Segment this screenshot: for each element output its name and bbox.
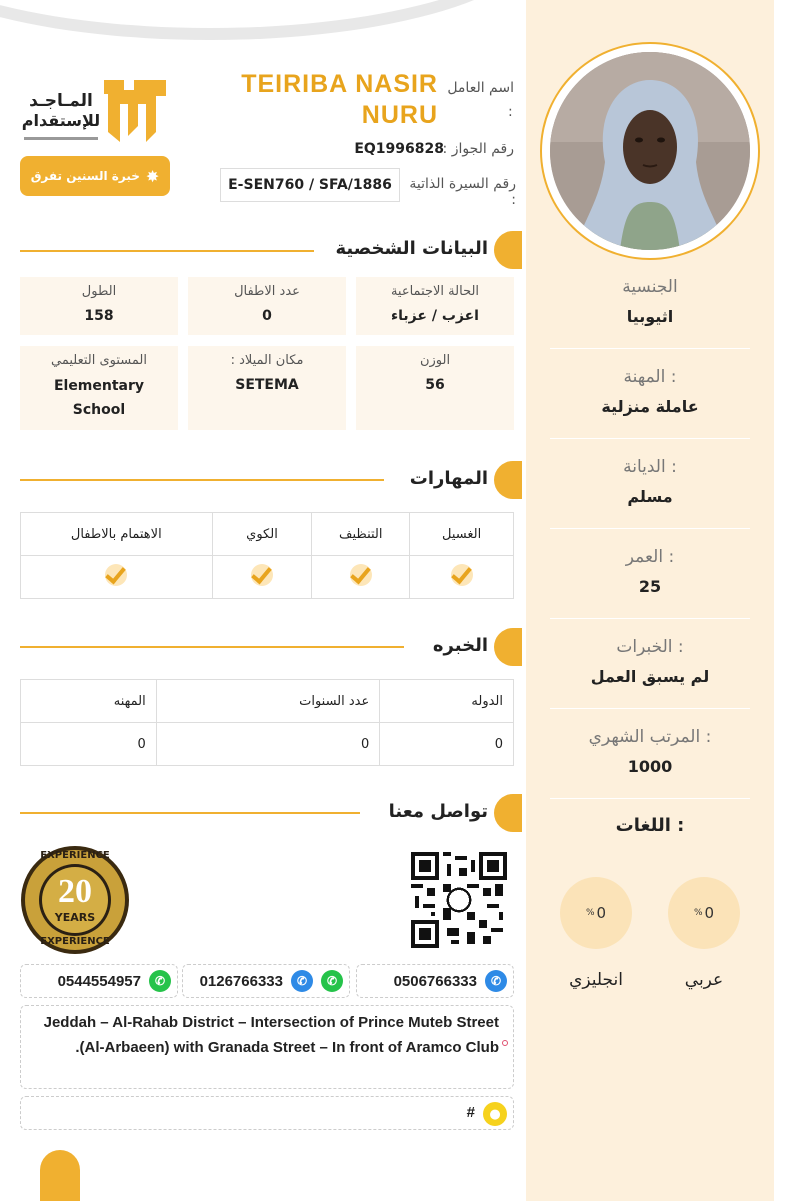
age-value: 25 — [638, 577, 662, 596]
phone-3[interactable]: 0544554957 ✆ — [20, 964, 178, 998]
age-item — [550, 547, 750, 596]
contact-title: تواصل معنا — [388, 801, 488, 822]
logo-name-line1: المـاجـد — [29, 91, 93, 111]
nationality-label: الجنسية — [622, 277, 678, 297]
english-label: انجليزي — [569, 970, 623, 990]
experience-title: الخبره — [432, 635, 488, 656]
contact-section-marker — [494, 794, 522, 832]
whatsapp-icon: ✆ — [149, 970, 171, 992]
name-label-colon: : — [508, 104, 513, 120]
skill-washing: الغسيل — [410, 513, 514, 556]
profession-item — [550, 367, 750, 416]
religion-label: الديانة : — [623, 457, 677, 477]
badge-text: خبرة السنين تفرق — [30, 169, 140, 183]
address-text: Jeddah – Al-Rahab District – Intersection of Prince Muteb Street (Al-Arbaeen) with Granada Street – In front of Aramco Club. — [43, 1014, 499, 1056]
phone-2[interactable]: 0126766333 ✆ ✆ — [182, 964, 350, 998]
salary-item — [550, 727, 750, 776]
cv-value: E-SEN760 / SFA/1886 — [220, 168, 400, 202]
qr-code[interactable] — [411, 852, 507, 948]
phone-1[interactable]: 0506766333 ✆ — [356, 964, 514, 998]
worker-photo — [550, 52, 750, 250]
skills-section-marker — [494, 461, 522, 499]
checkmark-icon — [451, 564, 473, 586]
snapchat-box[interactable] — [20, 1096, 514, 1130]
bottom-decoration — [40, 1150, 80, 1201]
age-label: العمر : — [625, 547, 675, 567]
company-logo — [20, 76, 170, 152]
profession-label: المهنة : — [623, 367, 677, 387]
personal-section-marker — [494, 231, 522, 269]
passport-label: رقم الجواز : — [442, 141, 514, 157]
exp-profession: 0 — [21, 723, 157, 766]
nationality-item — [550, 277, 750, 326]
english-level: % 0 — [560, 877, 632, 949]
languages-title: اللغات : — [615, 815, 685, 836]
salary-label: المرتب الشهري : — [588, 727, 712, 747]
skill-ironing: الكوي — [212, 513, 312, 556]
height-card: الطول 158 — [20, 277, 178, 335]
salary-value: 1000 — [627, 757, 673, 776]
experience-value: لم يسبق العمل — [590, 667, 710, 686]
exp-header-profession: المهنه — [21, 680, 157, 723]
worker-name-line2: NURU — [361, 101, 438, 129]
worker-name-line1: TEIRIBA NASIR — [241, 70, 438, 98]
checkmark-icon — [251, 564, 273, 586]
exp-years: 0 — [156, 723, 380, 766]
personal-title: البيانات الشخصية — [335, 238, 488, 259]
children-card: عدد الاطفال 0 — [188, 277, 346, 335]
checkmark-icon — [105, 564, 127, 586]
arabic-label: عربي — [684, 970, 724, 990]
snapchat-icon: ● — [483, 1102, 507, 1126]
exp-header-years: عدد السنوات — [156, 680, 380, 723]
address-box — [20, 1005, 514, 1089]
profession-value: عاملة منزلية — [601, 397, 699, 416]
location-pin-icon — [502, 1040, 508, 1046]
exp-header-country: الدوله — [380, 680, 514, 723]
phone-icon: ✆ — [291, 970, 313, 992]
skills-title: المهارات — [409, 468, 488, 489]
cv-label: رقم السيرة الذاتية : — [409, 176, 516, 208]
years-experience-seal: EXPERIENCE 20 YEARS EXPERIENCE — [20, 845, 130, 955]
experience-item — [550, 637, 750, 686]
experience-table — [20, 679, 514, 766]
weight-card: الوزن 56 — [356, 346, 514, 430]
experience-label: الخبرات : — [616, 637, 684, 657]
snapchat-handle: # — [466, 1104, 475, 1121]
skill-cleaning: التنظيف — [312, 513, 410, 556]
logo-name-line2: للإستقدام — [21, 111, 101, 130]
education-card: المستوى التعليمي Elementary School — [20, 346, 178, 430]
religion-item — [550, 457, 750, 506]
sparkle-icon: ✸ — [145, 166, 160, 186]
checkmark-icon — [350, 564, 372, 586]
experience-section-marker — [494, 628, 522, 666]
religion-value: مسلم — [627, 487, 673, 506]
skill-childcare: الاهتمام بالاطفال — [21, 513, 213, 556]
marital-card: الحالة الاجتماعية اعزب / عزباء — [356, 277, 514, 335]
skills-table — [20, 512, 514, 599]
passport-value: EQ1996828 — [354, 141, 444, 157]
whatsapp-icon: ✆ — [321, 970, 343, 992]
nationality-value: اثيوبيا — [626, 307, 674, 326]
birthplace-card: مكان الميلاد : SETEMA — [188, 346, 346, 430]
arabic-level: % 0 — [668, 877, 740, 949]
experience-badge — [20, 156, 170, 196]
exp-country: 0 — [380, 723, 514, 766]
name-label: اسم العامل — [447, 80, 514, 96]
phone-icon: ✆ — [485, 970, 507, 992]
